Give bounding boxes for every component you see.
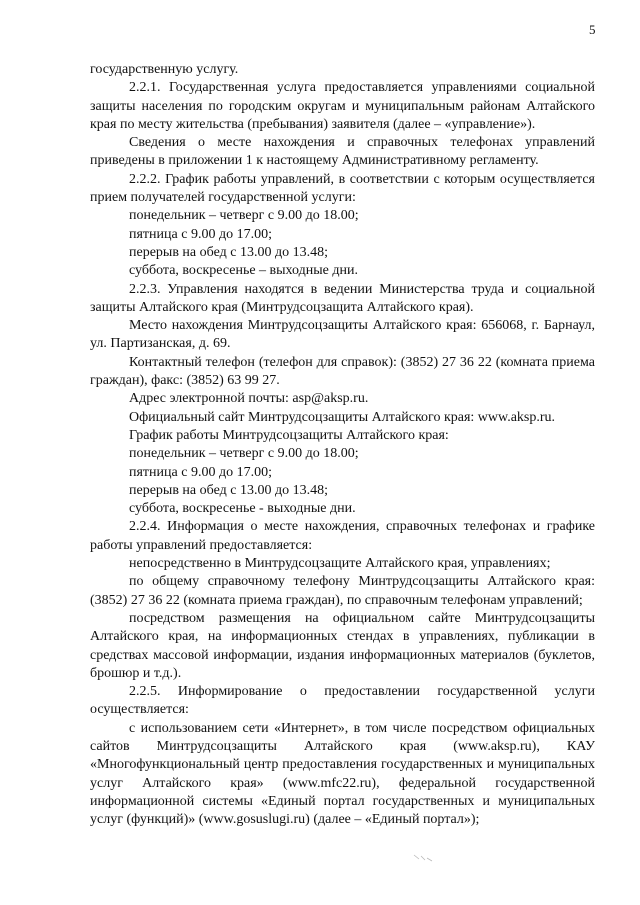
- paragraph: Место нахождения Минтрудсоцзащиты Алтайского края: 656068, г. Барнаул, ул. Партизанская, д. 69.: [90, 318, 595, 352]
- paragraph: суббота, воскресенье - выходные дни.: [129, 501, 356, 517]
- paragraph: понедельник – четверг с 9.00 до 18.00;: [129, 446, 359, 462]
- paragraph: перерыв на обед с 13.00 до 13.48;: [129, 244, 328, 260]
- paragraph: Сведения о месте нахождения и справочных телефонах управлений приведены в приложении 1 к настоящему Административному регламенту.: [90, 135, 595, 169]
- paragraph: непосредственно в Минтрудсоцзащите Алтайского края, управлениях;: [129, 556, 551, 572]
- paragraph: перерыв на обед с 13.00 до 13.48;: [129, 482, 328, 498]
- paragraph: с использованием сети «Интернет», в том числе посредством официальных сайтов Минтрудсоцзащиты Алтайского края (www.aksp.ru), КАУ «Многофункциональный центр предоставления государственных и муниципальных услуг Алтайского края» (www.mfc22.ru), федеральной государственной информационной системы «Единый портал государственных и муниципальных услуг (функций)» (www.gosuslugi.ru) (далее – «Единый портал»);: [90, 720, 595, 828]
- scan-artifact-mark: [412, 853, 434, 863]
- paragraph: Контактный телефон (телефон для справок): (3852) 27 36 22 (комната приема граждан), факс: (3852) 63 99 27.: [90, 354, 595, 389]
- paragraph: Официальный сайт Минтрудсоцзащиты Алтайского края: www.aksp.ru.: [129, 409, 556, 425]
- paragraph: Адрес электронной почты: asp@aksp.ru.: [129, 391, 369, 407]
- document-body: [90, 61, 595, 829]
- paragraph: 2.2.5. Информирование о предоставлении государственной услуги осуществляется:: [90, 684, 595, 718]
- page-number: 5: [589, 22, 596, 37]
- paragraph: 2.2.1. Государственная услуга предоставляется управлениями социальной защиты населения по городским округам и муниципальным районам Алтайского края по месту жительства (пребывания) заявителя (далее – «управление»).: [90, 80, 595, 132]
- paragraph: государственную услугу.: [90, 62, 239, 77]
- paragraph: 2.2.4. Информация о месте нахождения, справочных телефонах и графике работы управлений предоставляется:: [90, 519, 595, 553]
- paragraph: пятница с 9.00 до 17.00;: [129, 464, 272, 480]
- paragraph: понедельник – четверг с 9.00 до 18.00;: [129, 208, 359, 224]
- paragraph: посредством размещения на официальном сайте Минтрудсоцзащиты Алтайского края, на информационных стендах в управлениях, публикации в средствах массовой информации, издания информационных материалов (буклетов, брошюр и т.д.).: [90, 610, 595, 681]
- paragraph: График работы Минтрудсоцзащиты Алтайского края:: [129, 427, 449, 443]
- paragraph: суббота, воскресенье – выходные дни.: [129, 263, 358, 279]
- paragraph: 2.2.3. Управления находятся в ведении Министерства труда и социальной защиты Алтайского края (Минтрудсоцзащита Алтайского края).: [90, 281, 595, 315]
- paragraph: по общему справочному телефону Минтрудсоцзащиты Алтайского края: (3852) 27 36 22 (комната приема граждан), по справочным телефонам управлений;: [90, 574, 595, 608]
- paragraph: пятница с 9.00 до 17.00;: [129, 226, 272, 242]
- paragraph: 2.2.2. График работы управлений, в соответствии с которым осуществляется прием получателей государственной услуги:: [90, 171, 595, 206]
